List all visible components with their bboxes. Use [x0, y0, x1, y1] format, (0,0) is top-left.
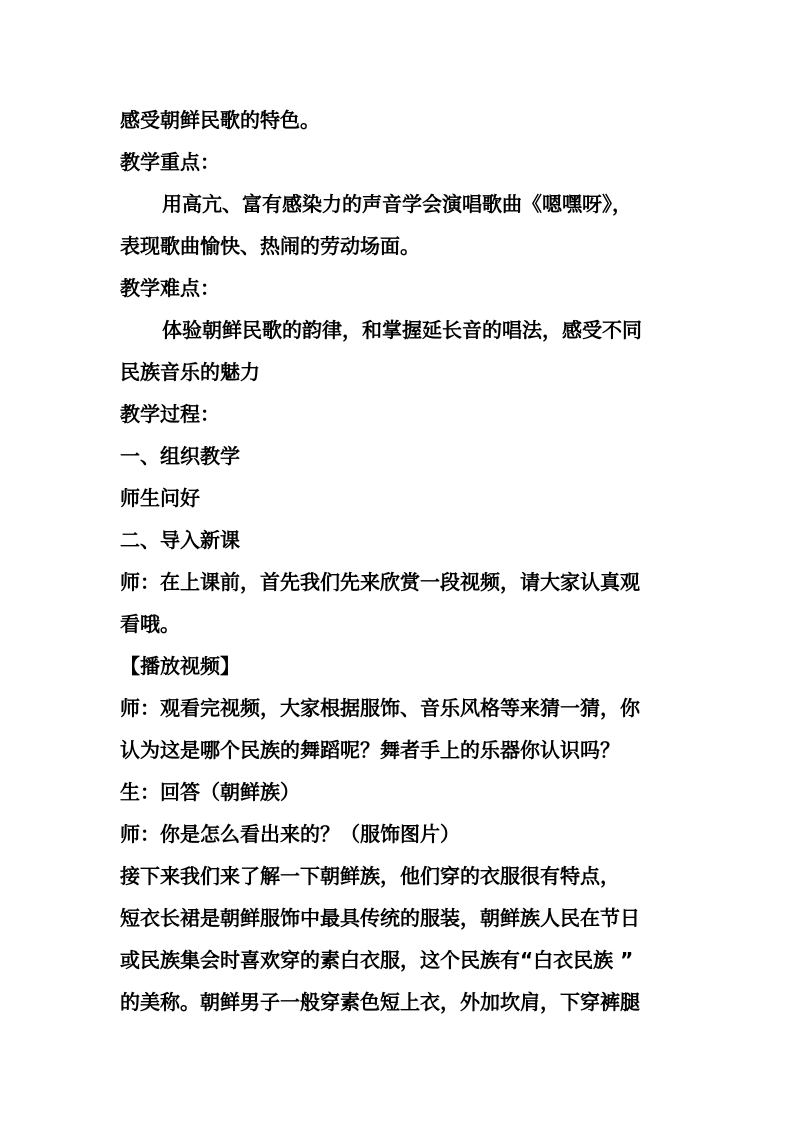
paragraph-line: 短衣长裙是朝鲜服饰中最具传统的服装，朝鲜族人民在节日	[120, 906, 640, 930]
section-heading: 二、导入新课	[120, 528, 240, 552]
paragraph-line: 看哦。	[120, 612, 180, 636]
paragraph-line: 民族音乐的魅力	[120, 360, 260, 384]
section-heading: 一、组织教学	[120, 444, 240, 468]
paragraph-line: 接下来我们来了解一下朝鲜族，他们穿的衣服很有特点，	[120, 864, 620, 888]
paragraph-line: 用高亢、富有感染力的声音学会演唱歌曲《嗯嘿呀》，	[162, 192, 632, 216]
paragraph-line: 师生问好	[120, 486, 200, 510]
paragraph-line: 或民族集会时喜欢穿的素白衣服，这个民族有“白衣民族 ”	[120, 948, 634, 972]
paragraph-line: 感受朝鲜民歌的特色。	[120, 108, 320, 132]
section-heading: 教学过程：	[120, 402, 220, 426]
paragraph-line: 师：你是怎么看出来的？（服饰图片）	[120, 822, 460, 846]
paragraph-line: 的美称。朝鲜男子一般穿素色短上衣，外加坎肩，下穿裤腿	[120, 990, 640, 1014]
section-heading: 教学难点：	[120, 276, 220, 300]
paragraph-line: 师：观看完视频，大家根据服饰、音乐风格等来猜一猜，你	[120, 696, 640, 720]
paragraph-line: 认为这是哪个民族的舞蹈呢？舞者手上的乐器你认识吗？	[120, 738, 620, 762]
paragraph-line: 表现歌曲愉快、热闹的劳动场面。	[120, 234, 420, 258]
paragraph-line: 【播放视频】	[120, 654, 240, 678]
paragraph-line: 师：在上课前，首先我们先来欣赏一段视频，请大家认真观	[120, 570, 640, 594]
paragraph-line: 体验朝鲜民歌的韵律，和掌握延长音的唱法，感受不同	[162, 318, 642, 342]
section-heading: 教学重点：	[120, 150, 220, 174]
paragraph-line: 生：回答（朝鲜族）	[120, 780, 300, 804]
